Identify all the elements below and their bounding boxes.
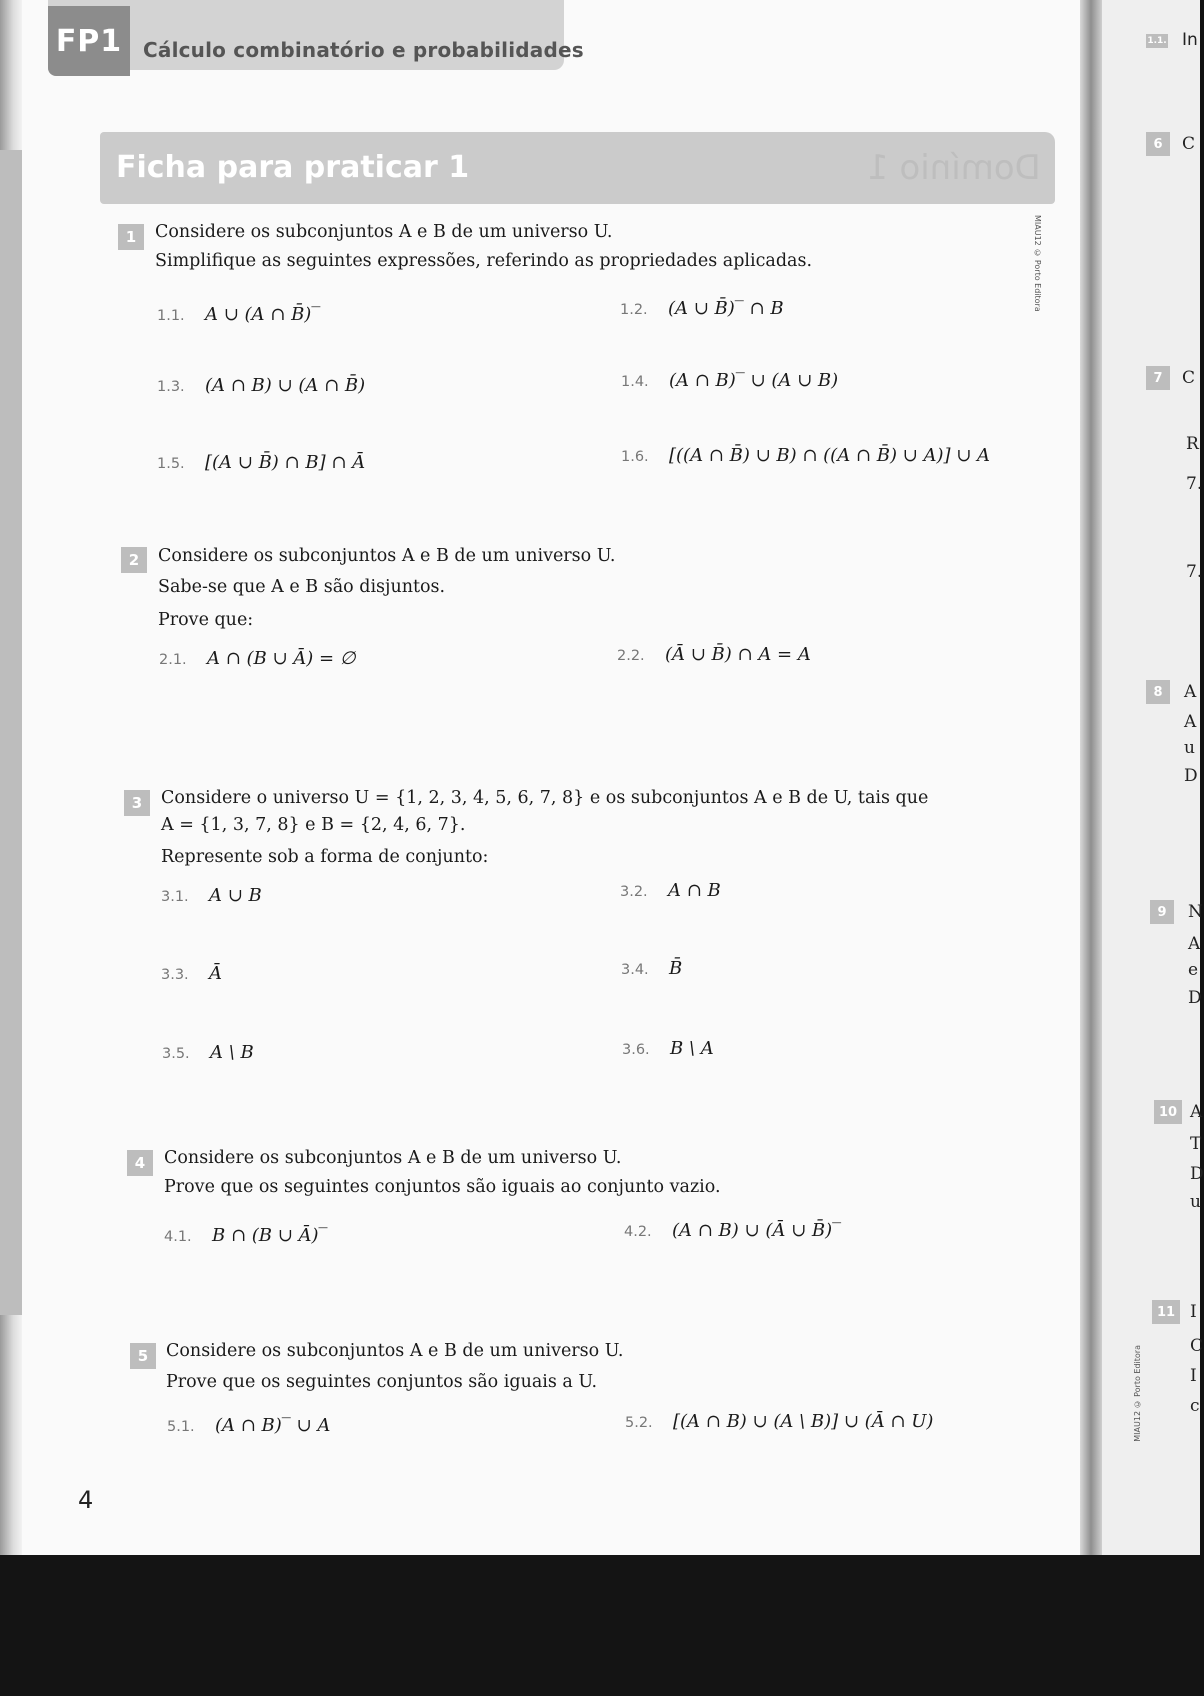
chapter-badge: FP1: [48, 6, 130, 76]
item-1-1: [157, 304, 320, 325]
item-expression: (Ā ∪ B̄) ∩ A = A: [665, 644, 811, 665]
item-1-6: [621, 445, 990, 466]
item-expression: B̄: [669, 958, 683, 979]
facing-question-11: 11: [1152, 1300, 1180, 1324]
facing-question-8: 8: [1146, 680, 1170, 704]
item-3-5: [162, 1042, 254, 1063]
item-label: 3.6.: [622, 1042, 650, 1058]
facing-text: I: [1190, 1302, 1197, 1322]
facing-text: C: [1190, 1336, 1204, 1356]
item-expression: A \ B: [210, 1042, 254, 1063]
facing-text: A: [1184, 712, 1197, 732]
item-1-2: [620, 298, 784, 319]
item-1-4: [621, 370, 838, 391]
item-2-2: [617, 644, 811, 665]
facing-page-header: In: [1182, 30, 1198, 50]
item-1-3: [157, 375, 365, 396]
item-expression: (A ∩ B)‾ ∪ A: [215, 1415, 331, 1436]
question-2-line-1: Considere os subconjuntos A e B de um universo U.: [158, 546, 616, 566]
question-2-line-2: Sabe-se que A e B são disjuntos.: [158, 577, 446, 597]
question-3-line-1: Considere o universo U = {1, 2, 3, 4, 5, 6, 7, 8} e os subconjuntos A e B de U, tais que: [161, 788, 929, 808]
item-expression: A ∪ B: [209, 885, 262, 906]
item-label: 1.3.: [157, 379, 185, 395]
item-expression: [(A ∪ B̄) ∩ B] ∩ Ā: [205, 452, 366, 473]
facing-text: I: [1190, 1366, 1197, 1386]
item-label: 1.1.: [157, 308, 185, 324]
facing-text: T: [1190, 1134, 1202, 1154]
page-number: 4: [78, 1486, 94, 1514]
item-label: 1.6.: [621, 449, 649, 465]
facing-text: u: [1190, 1192, 1201, 1212]
item-label: 5.1.: [167, 1419, 195, 1435]
item-expression: A ∪ (A ∩ B̄)‾: [205, 304, 321, 325]
item-label: 3.3.: [161, 967, 189, 983]
item-label: 1.2.: [620, 302, 648, 318]
facing-text: A: [1190, 1102, 1203, 1122]
item-label: 3.2.: [620, 884, 648, 900]
facing-question-10: 10: [1154, 1100, 1182, 1124]
item-4-1: [164, 1225, 328, 1246]
item-label: 3.1.: [161, 889, 189, 905]
worksheet-title-band: [100, 132, 1055, 204]
item-label: 5.2.: [625, 1415, 653, 1431]
item-expression: B ∩ (B ∪ Ā)‾: [212, 1225, 328, 1246]
item-3-6: [622, 1038, 714, 1059]
facing-text: A: [1184, 682, 1197, 702]
worksheet-title: Ficha para praticar 1: [116, 150, 470, 185]
question-1-line-1: Considere os subconjuntos A e B de um universo U.: [155, 222, 613, 242]
item-expression: Ā: [209, 963, 222, 984]
question-3-line-2: A = {1, 3, 7, 8} e B = {2, 4, 6, 7}.: [161, 815, 466, 835]
facing-text: A: [1188, 934, 1201, 954]
publisher-credit-facing: MIAU12 © Porto Editora: [1133, 1345, 1142, 1442]
item-expression: [(A ∩ B) ∪ (A \ B)] ∪ (Ā ∩ U): [673, 1411, 934, 1432]
item-label: 1.5.: [157, 456, 185, 472]
question-2-line-3: Prove que:: [158, 610, 254, 630]
page-side-strip: [0, 150, 22, 1315]
facing-text: e: [1188, 960, 1199, 980]
item-label: 1.4.: [621, 374, 649, 390]
item-3-1: [161, 885, 262, 906]
question-number-5: 5: [130, 1343, 156, 1369]
publisher-credit: MIAU12 © Porto Editora: [1033, 215, 1042, 312]
facing-text: C: [1182, 368, 1196, 388]
item-label: 3.4.: [621, 962, 649, 978]
item-label: 2.1.: [159, 652, 187, 668]
facing-text: 7.: [1186, 562, 1203, 582]
item-2-1: [159, 648, 356, 669]
question-number-1: 1: [118, 224, 144, 250]
facing-text: R: [1186, 434, 1199, 454]
facing-text: D: [1184, 766, 1198, 786]
facing-text: c: [1190, 1396, 1200, 1416]
item-expression: B \ A: [670, 1038, 714, 1059]
book-gutter: [1080, 0, 1102, 1555]
facing-question-7: 7: [1146, 366, 1170, 390]
item-3-3: [161, 963, 222, 984]
question-number-2: 2: [121, 547, 147, 573]
question-1-line-2: Simplifique as seguintes expressões, referindo as propriedades aplicadas.: [155, 251, 813, 271]
item-expression: (A ∩ B)‾ ∪ (A ∪ B): [669, 370, 839, 391]
facing-page-section-tab: 1.1.: [1147, 36, 1167, 46]
question-3-line-3: Represente sob a forma de conjunto:: [161, 847, 489, 867]
item-4-2: [624, 1220, 841, 1241]
question-5-line-2: Prove que os seguintes conjuntos são iguais a U.: [166, 1372, 598, 1392]
item-expression: [((A ∩ B̄) ∪ B) ∩ ((A ∩ B̄) ∪ A)] ∪ A: [669, 445, 991, 466]
item-3-2: [620, 880, 721, 901]
item-label: 2.2.: [617, 648, 645, 664]
item-label: 4.1.: [164, 1229, 192, 1245]
item-5-2: [625, 1411, 933, 1432]
item-5-1: [167, 1415, 330, 1436]
facing-text: D: [1188, 988, 1202, 1008]
bleed-through-text: Domínio 1: [867, 148, 1041, 188]
facing-question-6: 6: [1146, 132, 1170, 156]
item-expression: (A ∪ B̄)‾ ∩ B: [668, 298, 784, 319]
scan-background: [0, 1555, 1200, 1696]
question-number-4: 4: [127, 1150, 153, 1176]
item-expression: (A ∩ B) ∪ (A ∩ B̄): [205, 375, 366, 396]
facing-text: 7.: [1186, 474, 1203, 494]
item-3-4: [621, 958, 682, 979]
facing-text: u: [1184, 738, 1195, 758]
facing-page: [1102, 0, 1204, 1560]
item-label: 3.5.: [162, 1046, 190, 1062]
facing-text: N: [1188, 902, 1203, 922]
question-4-line-2: Prove que os seguintes conjuntos são iguais ao conjunto vazio.: [164, 1177, 721, 1197]
item-expression: A ∩ B: [668, 880, 721, 901]
question-5-line-1: Considere os subconjuntos A e B de um universo U.: [166, 1341, 624, 1361]
item-expression: A ∩ (B ∪ Ā) = ∅: [207, 648, 356, 669]
item-1-5: [157, 452, 365, 473]
chapter-title: Cálculo combinatório e probabilidades: [143, 38, 584, 62]
facing-question-9: 9: [1150, 900, 1174, 924]
facing-text: C: [1182, 134, 1196, 154]
item-expression: (A ∩ B) ∪ (Ā ∪ B̄)‾: [672, 1220, 842, 1241]
facing-text: D: [1190, 1164, 1204, 1184]
question-number-3: 3: [124, 790, 150, 816]
item-label: 4.2.: [624, 1224, 652, 1240]
question-4-line-1: Considere os subconjuntos A e B de um universo U.: [164, 1148, 622, 1168]
